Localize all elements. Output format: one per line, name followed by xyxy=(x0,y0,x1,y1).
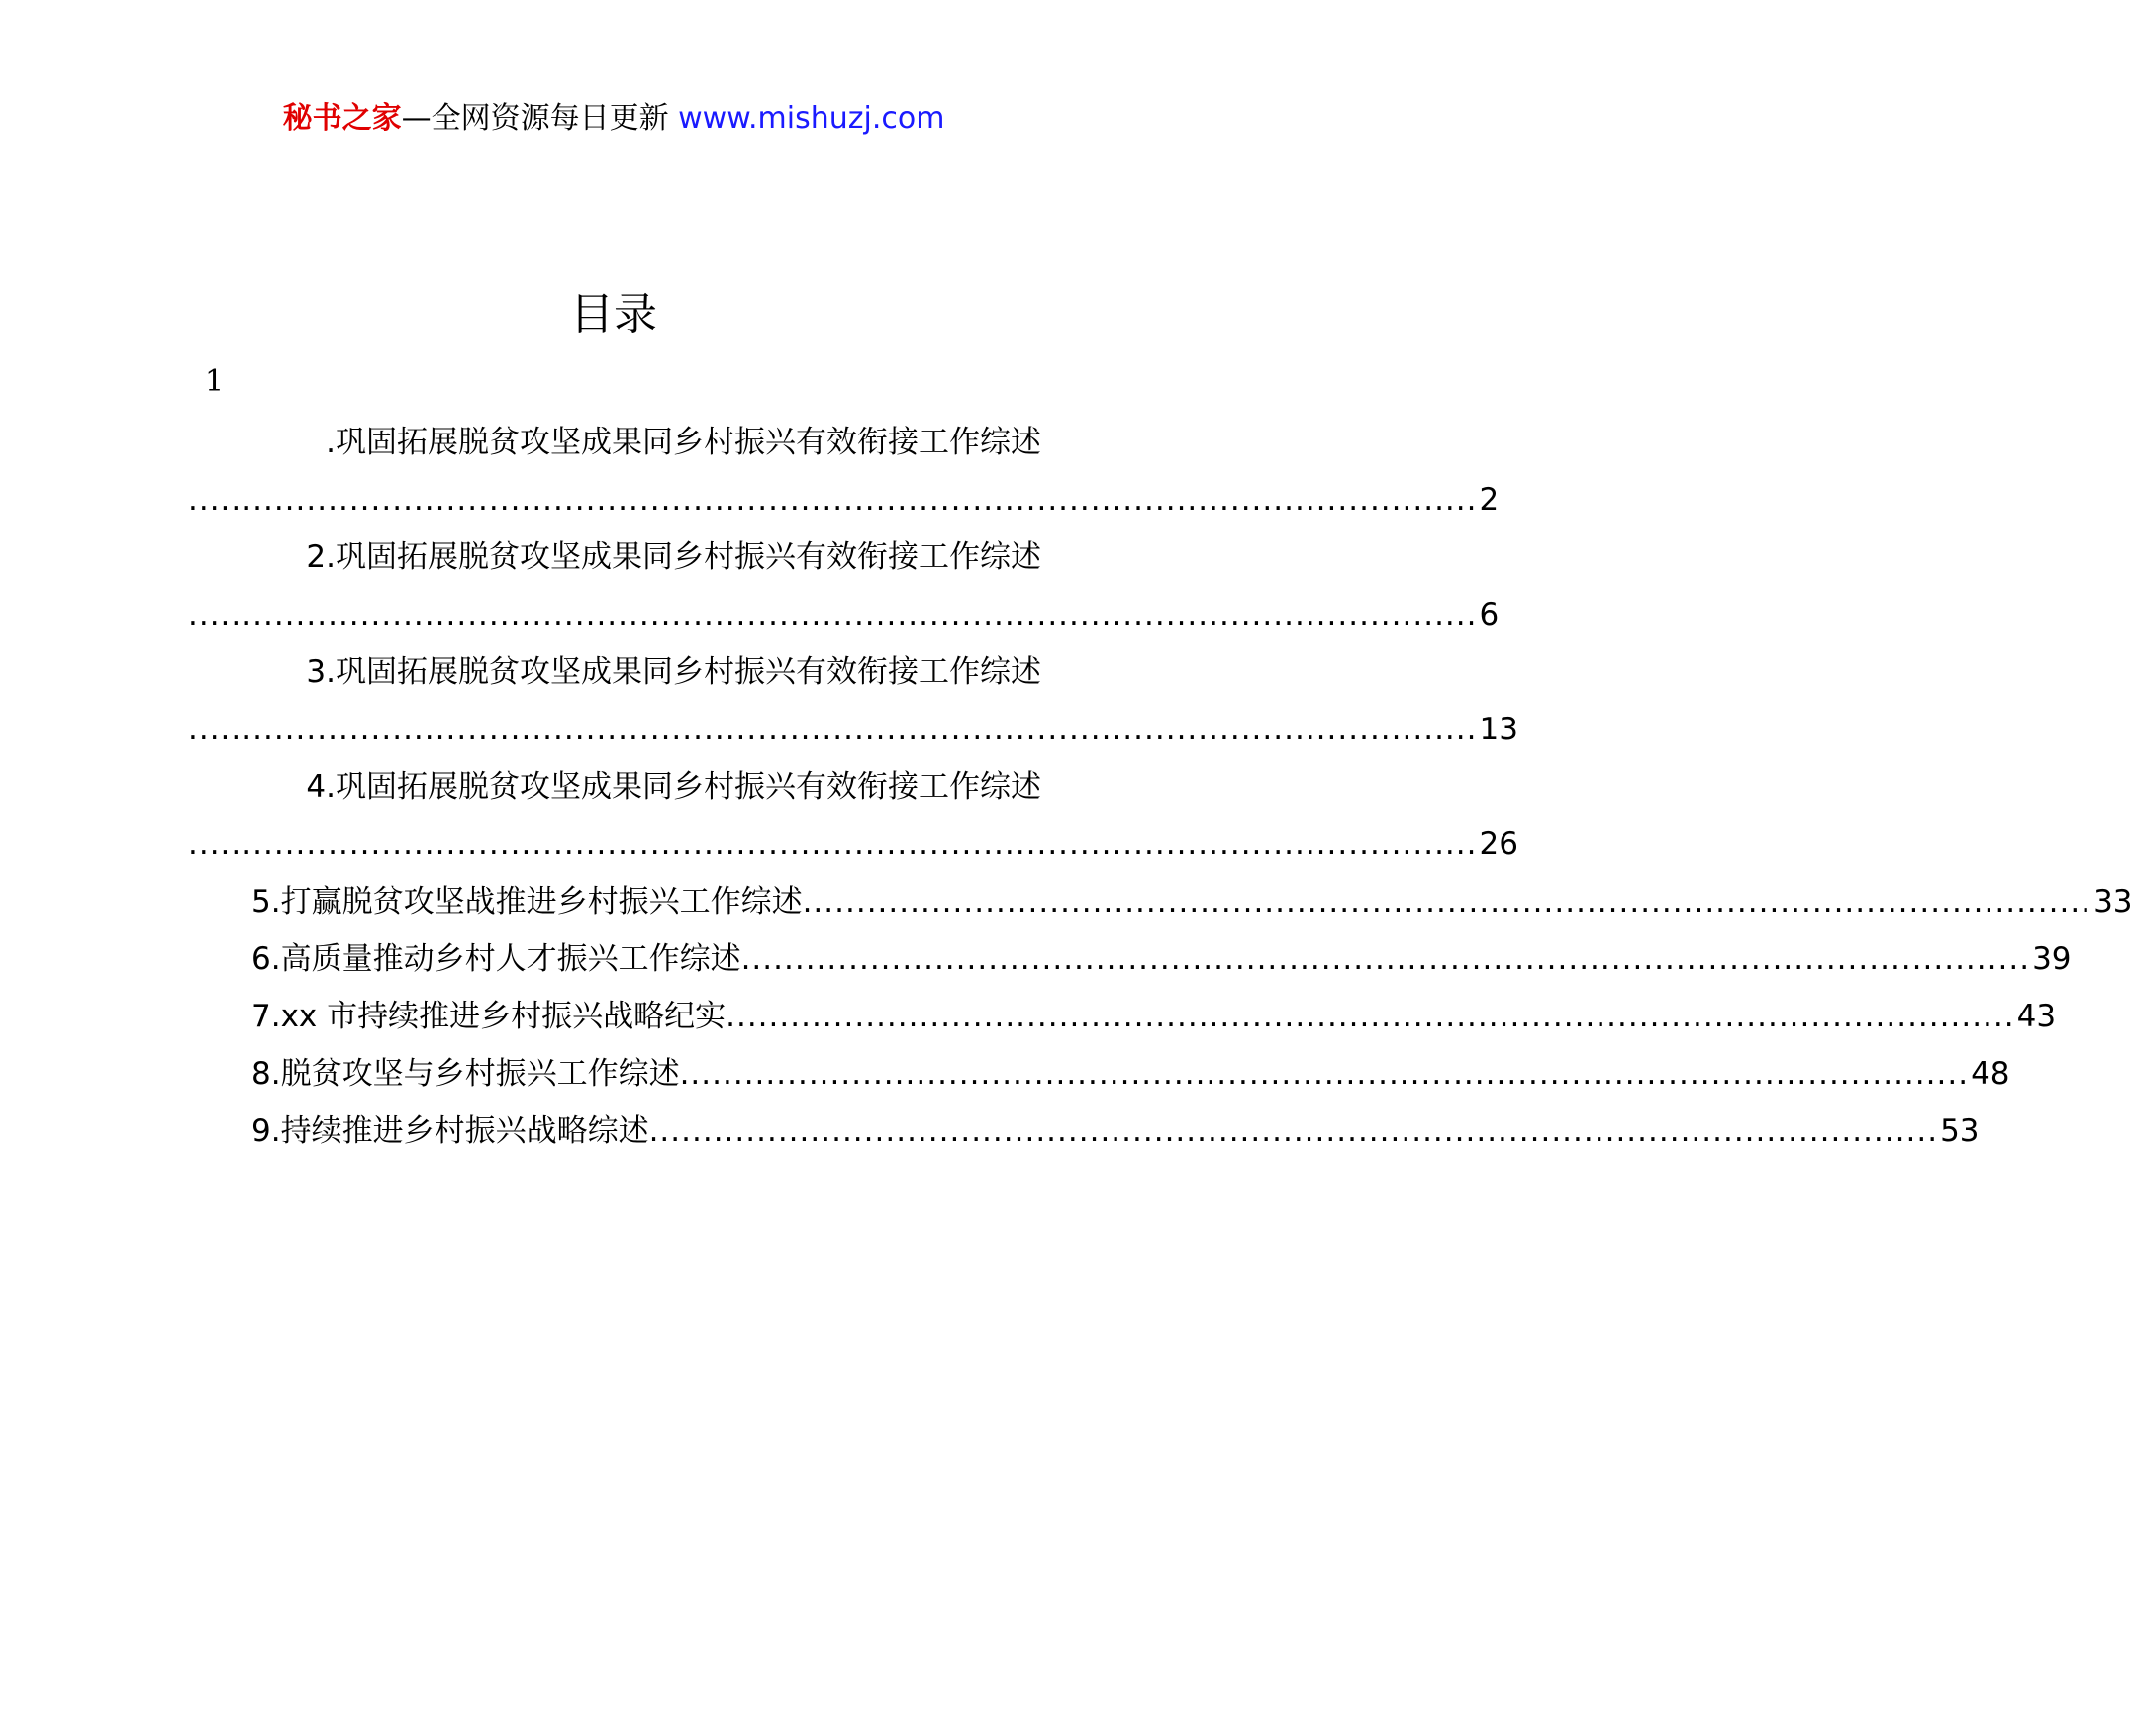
site-header xyxy=(0,99,1227,139)
toc-page-number: 6 xyxy=(1479,597,1500,632)
dot-leader: ........................................................................................................................ xyxy=(188,712,1478,747)
toc-page-number: 2 xyxy=(1479,482,1500,518)
page-title: 目录 xyxy=(570,289,657,339)
dot-leader: ........................................................................................................................ xyxy=(740,941,2031,977)
toc-page-number: 48 xyxy=(1971,1056,2010,1092)
toc-entry-7[interactable] xyxy=(251,995,2057,1038)
toc-page-number: 13 xyxy=(1479,712,1518,747)
toc-entry-8[interactable] xyxy=(251,1052,2010,1096)
toc-entry-1-title[interactable] xyxy=(188,421,1041,464)
header-tagline: —全网资源每日更新 xyxy=(401,101,669,136)
toc-entry-text: 5.打赢脱贫攻坚战推进乡村振兴工作综述 xyxy=(251,884,803,919)
dot-leader: ........................................................................................................................ xyxy=(679,1056,1970,1092)
toc-entry-1-leader[interactable] xyxy=(188,478,1500,522)
toc-page-number: 39 xyxy=(2032,941,2072,977)
toc-entry-2-title[interactable] xyxy=(188,535,1041,579)
toc-page-number: 53 xyxy=(1940,1113,1980,1149)
toc-entry-text: 9.持续推进乡村振兴战略综述 xyxy=(251,1113,649,1149)
toc-entry-text: .巩固拓展脱贫攻坚成果同乡村振兴有效衔接工作综述 xyxy=(326,425,1041,460)
stray-number: 1 xyxy=(205,364,225,399)
toc-entry-text: 7.xx 市持续推进乡村振兴战略纪实 xyxy=(251,999,727,1034)
toc-entry-5[interactable] xyxy=(251,880,2133,923)
toc-page-number: 43 xyxy=(2016,999,2057,1034)
brand-name: 秘书之家 xyxy=(282,101,402,136)
toc-entry-text: 2.巩固拓展脱贫攻坚成果同乡村振兴有效衔接工作综述 xyxy=(306,539,1041,575)
dot-leader: ........................................................................................................................ xyxy=(802,884,2092,919)
toc-entry-text: 4.巩固拓展脱贫攻坚成果同乡村振兴有效衔接工作综述 xyxy=(306,769,1041,805)
dot-leader: ........................................................................................................................ xyxy=(188,482,1478,518)
toc-entry-9[interactable] xyxy=(251,1109,1980,1153)
toc-entry-3-leader[interactable] xyxy=(188,708,1518,751)
toc-entry-text: 3.巩固拓展脱贫攻坚成果同乡村振兴有效衔接工作综述 xyxy=(306,654,1041,690)
toc-entry-text: 6.高质量推动乡村人才振兴工作综述 xyxy=(251,941,741,977)
toc-entry-6[interactable] xyxy=(251,937,2072,981)
toc-entry-2-leader[interactable] xyxy=(188,593,1500,636)
toc-entry-text: 8.脱贫攻坚与乡村振兴工作综述 xyxy=(251,1056,680,1092)
toc-entry-3-title[interactable] xyxy=(188,650,1041,694)
toc-entry-4-title[interactable] xyxy=(188,765,1041,809)
dot-leader: ........................................................................................................................ xyxy=(188,826,1478,862)
dot-leader: ........................................................................................................................ xyxy=(726,999,2015,1034)
dot-leader: ........................................................................................................................ xyxy=(188,597,1478,632)
toc-page-number: 33 xyxy=(2093,884,2133,919)
dot-leader: ........................................................................................................................ xyxy=(648,1113,1939,1149)
toc-entry-4-leader[interactable] xyxy=(188,822,1518,866)
toc-page-number: 26 xyxy=(1479,826,1518,862)
site-url-link[interactable]: www.mishuzj.com xyxy=(678,101,945,136)
